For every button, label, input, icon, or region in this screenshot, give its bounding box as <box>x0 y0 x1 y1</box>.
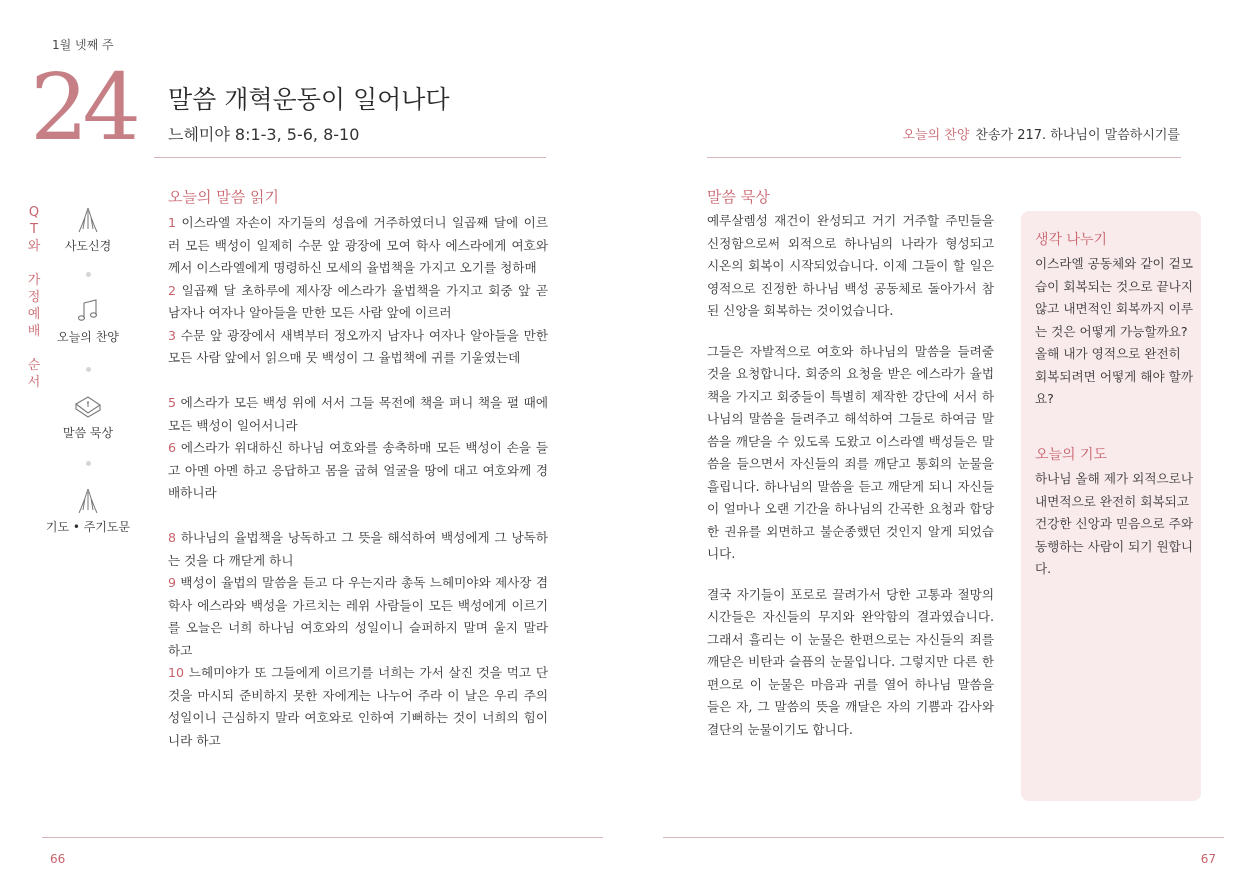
verse-text: 이스라엘 자손이 자기들의 성읍에 거주하였더니 일곱째 달에 이르러 모든 백성이 일제히 수문 앞 광장에 모여 학사 에스라에게 여호와께서 이스라엘에게 명령하신 모세의 율법책을 가지고 오기를 청하매 <box>168 215 548 275</box>
vertical-char: T <box>30 222 38 237</box>
verse-number: 9 <box>168 575 177 590</box>
page-number-left: 66 <box>50 852 66 866</box>
meditation-paragraph: 그들은 자발적으로 여호와 하나님의 말씀을 들려줄 것을 요청합니다. 회중의 요청을 받은 에스라가 율법책을 가지고 회중들이 특별히 제작한 강단에 서서 하나님의 말씀을 들려주고 해석하여 그들로 하여금 말씀을 깨닫을 수 있도록 도왔고 이스라엘 백성들은 말씀을 들으면서 자신들의 죄를 깨닫고 통회의 눈물을 흘립니다. 하나님의 말씀을 듣고 깨닫게 되니 자신들이 얼마나 오랜 기간을 하나님의 간곡한 요청과 합당한 권유를 외면하고 불순종했던 것인지 알게 되었습니다. <box>707 343 994 561</box>
sidebar-item-label: 기도 • 주기도문 <box>45 520 131 534</box>
verse-text: 에스라가 모든 백성 위에 서서 그들 목전에 책을 펴니 책을 펼 때에 모든 백성이 일어서니라 <box>168 395 548 433</box>
reading-heading: 오늘의 말씀 읽기 <box>168 188 279 206</box>
praying-hands-icon <box>73 205 103 235</box>
verse <box>168 280 548 325</box>
page-number-right: 67 <box>1200 852 1216 866</box>
vertical-char: 서 <box>27 375 41 390</box>
sidebar-dot <box>86 272 91 277</box>
verse-text: 느헤미야가 또 그들에게 이르기를 너희는 가서 살진 것을 먹고 단 것을 마시되 준비하지 못한 자에게는 나누어 주라 이 날은 우리 주의 성일이니 근심하지 말라 여호와로 인하여 기뻐하는 것이 너희의 힘이니라 하고 <box>168 665 548 748</box>
verse-text: 일곱째 달 초하루에 제사장 에스라가 율법책을 가지고 회중 앞 곧 남자나 여자나 알아들을 만한 모든 사람 앞에 이르러 <box>168 282 548 320</box>
day-number: 24 <box>30 54 136 161</box>
verse-number: 8 <box>168 530 177 545</box>
verse <box>168 662 548 752</box>
hymn-label: 오늘의 찬양 <box>902 128 970 143</box>
meditation-heading: 말씀 묵상 <box>707 188 770 206</box>
vertical-char: 순 <box>27 358 41 373</box>
verse-number: 5 <box>168 395 177 410</box>
sidebar-item-apostles-creed <box>40 205 136 254</box>
music-note-icon <box>73 296 103 326</box>
verse-number: 6 <box>168 440 177 455</box>
verse <box>168 437 548 505</box>
sidebar-item-label: 말씀 묵상 <box>62 426 114 440</box>
meditation-paragraph: 결국 자기들이 포로로 끌려가서 당한 고통과 절망의 시간들은 자신들의 무지와 완악함의 결과였습니다. 그래서 흘리는 이 눈물은 한편으로는 자신들의 죄를 깨닫은 비탄과 슬픔의 눈물입니다. 그렇지만 다른 한편으로 이 눈물은 마음과 귀를 열어 하나님 말씀을 들은 자, 그 말씀의 뜻을 깨달은 자의 기쁨과 감사와 결단의 눈물이기도 합니다. <box>707 586 994 737</box>
verse <box>168 212 548 280</box>
verse-text: 수문 앞 광장에서 새벽부터 정오까지 남자나 여자나 알아들을 만한 모든 사람 앞에서 읽으매 뭇 백성이 그 율법책에 귀를 기울였는데 <box>168 327 548 365</box>
hymn-text: 찬송가 217. 하나님이 말씀하시기를 <box>975 128 1180 143</box>
vertical-char: 정 <box>27 290 41 305</box>
scripture-reference: 느헤미야 8:1-3, 5-6, 8-10 <box>168 125 360 144</box>
vertical-char: 예 <box>27 307 41 322</box>
hymn-of-the-day <box>902 124 1180 143</box>
verse <box>168 325 548 370</box>
sidebar-dot <box>86 367 91 372</box>
share-text: 이스라엘 공동체와 같이 겉모습이 회복되는 것으로 끝나지 않고 내면적인 회복까지 이루는 것은 어떻게 가능할까요? 올해 내가 영적으로 완전히 회복되려면 어떻게 해야 할까요? <box>1035 256 1193 406</box>
discussion-box <box>1021 211 1201 801</box>
meditation-body <box>707 210 994 759</box>
week-label: 1월 넷째 주 <box>52 38 114 52</box>
verse-text: 에스라가 위대하신 하나님 여호와를 송축하매 모든 백성이 손을 들고 아멘 아멘 하고 응답하고 몸을 굽혀 얼굴을 땅에 대고 여호와께 경배하니라 <box>168 440 548 500</box>
sidebar-dot <box>86 461 91 466</box>
sidebar-item-label: 오늘의 찬양 <box>57 330 119 344</box>
sidebar-item-hymn <box>40 296 136 345</box>
prayer-heading: 오늘의 기도 <box>1035 447 1108 463</box>
hymn-divider <box>707 157 1181 158</box>
page-title: 말씀 개혁운동이 일어나다 <box>168 85 450 114</box>
verse-number: 3 <box>168 327 177 343</box>
verse-number: 10 <box>168 665 185 680</box>
footer-divider-left <box>42 837 603 838</box>
title-divider <box>154 157 546 158</box>
prayer-text: 하나님 올해 제가 외적으로나 내면적으로 완전히 회복되고 건강한 신앙과 믿음으로 주와 동행하는 사람이 되기 원합니다. <box>1035 471 1193 576</box>
praying-hands-icon <box>73 486 103 516</box>
sidebar-item-prayer <box>40 486 136 535</box>
meditation-paragraph: 예루살렘성 재건이 완성되고 거기 거주할 주민들을 신정함으로써 외적으로 하나님의 나라가 형성되고 시온의 회복이 시작되었습니다. 이제 그들이 할 일은 영적으로 진정한 하나님 백성 공동체로 돌아가서 참된 신앙을 회복하는 것이었습니다. <box>707 213 994 318</box>
reading-body <box>168 212 548 752</box>
verse-text: 하나님의 율법책을 낭독하고 그 뜻을 해석하여 백성에게 그 낭독하는 것을 다 깨닫게 하니 <box>168 530 548 568</box>
vertical-char: 와 <box>27 239 41 254</box>
vertical-char: 배 <box>27 324 41 339</box>
bible-icon <box>72 392 104 422</box>
share-heading: 생각 나누기 <box>1035 232 1108 248</box>
verse <box>168 392 548 437</box>
footer-divider-right <box>663 837 1224 838</box>
vertical-char: 가 <box>27 273 41 288</box>
verse <box>168 572 548 662</box>
verse-number: 2 <box>168 282 177 298</box>
sidebar-item-meditation <box>40 392 136 441</box>
verse-text: 백성이 율법의 말씀을 듣고 다 우는지라 총독 느헤미야와 제사장 겸 학사 에스라와 백성을 가르치는 레위 사람들이 모든 백성에게 이르기를 오늘은 너희 하나님 여호와의 성일이니 슬퍼하지 말며 울지 말라 하고 <box>168 575 548 658</box>
verse-number: 1 <box>168 215 177 230</box>
vertical-char: Q <box>28 205 40 220</box>
sidebar-item-label: 사도신경 <box>64 239 112 253</box>
verse <box>168 527 548 572</box>
